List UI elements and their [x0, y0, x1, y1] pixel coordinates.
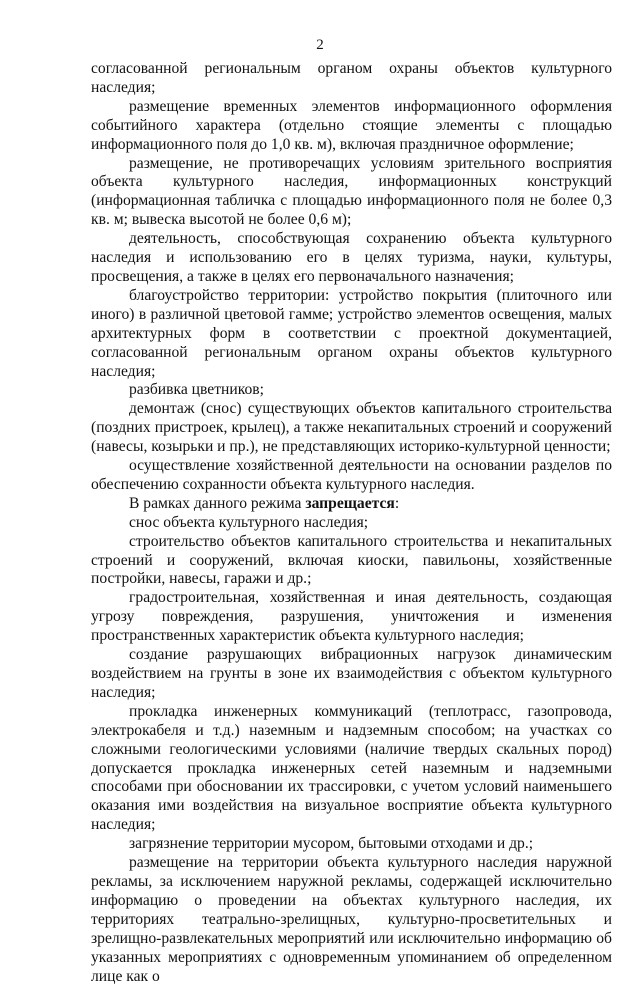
- paragraph-continuation: согласованной региональным органом охраны объектов культурного наследия;: [91, 60, 612, 96]
- page-number: 2: [316, 37, 324, 53]
- paragraph-preservation-activity: деятельность, способствующая сохранению объекта культурного наследия и использованию его в целях туризма, науки, культуры, просвещения, а также в целях его первоначального назначения;: [91, 230, 612, 285]
- prohibited-item: снос объекта культурного наследия;: [129, 513, 369, 531]
- prohibited-item: загрязнение территории мусором, бытовыми отходами и др.;: [129, 835, 534, 853]
- prohibited-item: создание разрушающих вибрационных нагрузок динамическим воздействием на грунты в зоне их взаимодействия с объектом культурного наследия;: [91, 646, 612, 701]
- paragraph-info-structures: размещение, не противоречащих условиям зрительного восприятия объекта культурного наследия, информационных конструкций (информационная табличка с площадью информационного поля не более 0,3 кв. м; вывеска высотой не более 0,6 м);: [91, 154, 612, 229]
- prohibited-item: градостроительная, хозяйственная и иная деятельность, создающая угрозу повреждения, разрушения, уничтожения и изменения пространственных характеристик объекта культурного наследия;: [91, 589, 612, 645]
- regime-intro-before: В рамках данного режима: [129, 494, 306, 512]
- paragraph-economic-activity: осуществление хозяйственной деятельности на основании разделов по обеспечению сохранности объекта культурного наследия.: [91, 457, 612, 493]
- paragraph-landscaping: благоустройство территории: устройство покрытия (плиточного или иного) в различной цветовой гамме; устройство элементов освещения, малых архитектурных форм в соответствии с проектной документацией, согласованной региональным органом охраны объектов культурного наследия;: [91, 286, 612, 380]
- document-body: [91, 60, 612, 986]
- prohibited-item: прокладка инженерных коммуникаций (теплотрасс, газопровода, электрокабеля и т.д.) наземным и надземным способом; на участках со сложными геологическими условиями (наличие твердых скальных пород) допускается прокладка инженерных сетей наземным и надземными способами при обосновании их трассировки, с учетом условий наименьшего оказания ими воздействия на визуальное восприятие объекта культурного наследия;: [91, 702, 612, 834]
- regime-intro-prohibited: запрещается: [305, 494, 395, 512]
- paragraph-demolition: демонтаж (снос) существующих объектов капитального строительства (поздних пристроек, крылец), а также некапитальных строений и сооружений (навесы, козырьки и пр.), не представляющих историко-культурной ценности;: [91, 400, 612, 456]
- prohibited-item: строительство объектов капитального строительства и некапитальных строений и сооружений, включая киоски, павильоны, хозяйственные постройки, навесы, гаражи и др.;: [91, 532, 612, 588]
- regime-intro-after: :: [394, 494, 400, 512]
- regime-intro: [91, 495, 612, 514]
- paragraph-flower-beds: разбивка цветников;: [129, 381, 264, 399]
- paragraph-temporary-elements: размещение временных элементов информационного оформления событийного характера (отдельно стоящие элементы с площадью информационного поля до 1,0 кв. м), включая праздничное оформление;: [91, 97, 612, 153]
- prohibited-item: размещение на территории объекта культурного наследия наружной рекламы, за исключением наружной рекламы, содержащей исключительно информацию о проведении на объектах культурного наследия, их территориях театрально-зрелищных, культурно-просветительных и зрелищно-развлекательных мероприятий или исключительно информацию об указанных мероприятиях с одновременным упоминанием об определенном лице как о: [91, 854, 612, 985]
